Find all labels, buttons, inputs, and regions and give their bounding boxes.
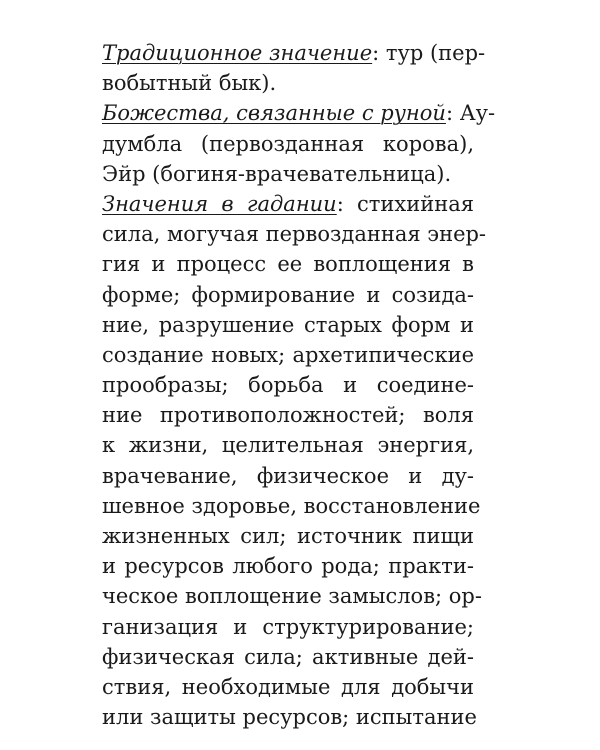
- text-line: ганизация и структурирование;: [102, 614, 474, 639]
- text-line: или защиты ресурсов; испытание: [102, 705, 477, 730]
- text-line: ствия, необходимые для добычи: [102, 674, 474, 699]
- heading-traditional-meaning: Традиционное значение: [102, 41, 373, 65]
- text-line: : тур (пер-: [372, 41, 486, 65]
- text-line: прообразы; борьба и соедине-: [102, 373, 474, 398]
- section-divination-first-line: [102, 189, 474, 219]
- text-line: : Ау-: [445, 101, 496, 126]
- text-line: думбла (первозданная корова),: [102, 131, 474, 156]
- text-line: создание новых; архетипические: [102, 342, 474, 367]
- text-line: физическая сила; активные дей-: [102, 644, 474, 669]
- text-line: ние, разрушение старых форм и: [102, 312, 474, 337]
- text-line: и ресурсов любого рода; практи-: [102, 554, 474, 579]
- text-line: жизненных сил; источник пищи: [102, 524, 474, 548]
- heading-divination-meanings: Значения в гадании: [102, 191, 337, 216]
- section-traditional-first-line: [102, 38, 486, 68]
- text-line: шевное здоровье, восстановление: [102, 493, 481, 518]
- text-line: ческое воплощение замыслов; ор-: [102, 584, 482, 609]
- rune-description-text: [102, 38, 496, 732]
- text-line: : стихийная: [336, 191, 474, 216]
- section-deities-first-line: [102, 98, 496, 128]
- text-line: вобытный бык).: [102, 71, 277, 96]
- text-line: сила, могучая первозданная энер-: [102, 222, 487, 247]
- heading-deities: Божества, связанные с руной: [102, 101, 446, 126]
- text-line: врачевание, физическое и ду-: [102, 463, 474, 488]
- text-line: форме; формирование и созида-: [102, 282, 474, 307]
- text-line: Эйр (богиня-врачевательница).: [102, 161, 452, 186]
- text-line: к жизни, целительная энергия,: [102, 433, 474, 458]
- text-line: гия и процесс ее воплощения в: [102, 252, 474, 277]
- text-line: ние противоположностей; воля: [102, 403, 474, 428]
